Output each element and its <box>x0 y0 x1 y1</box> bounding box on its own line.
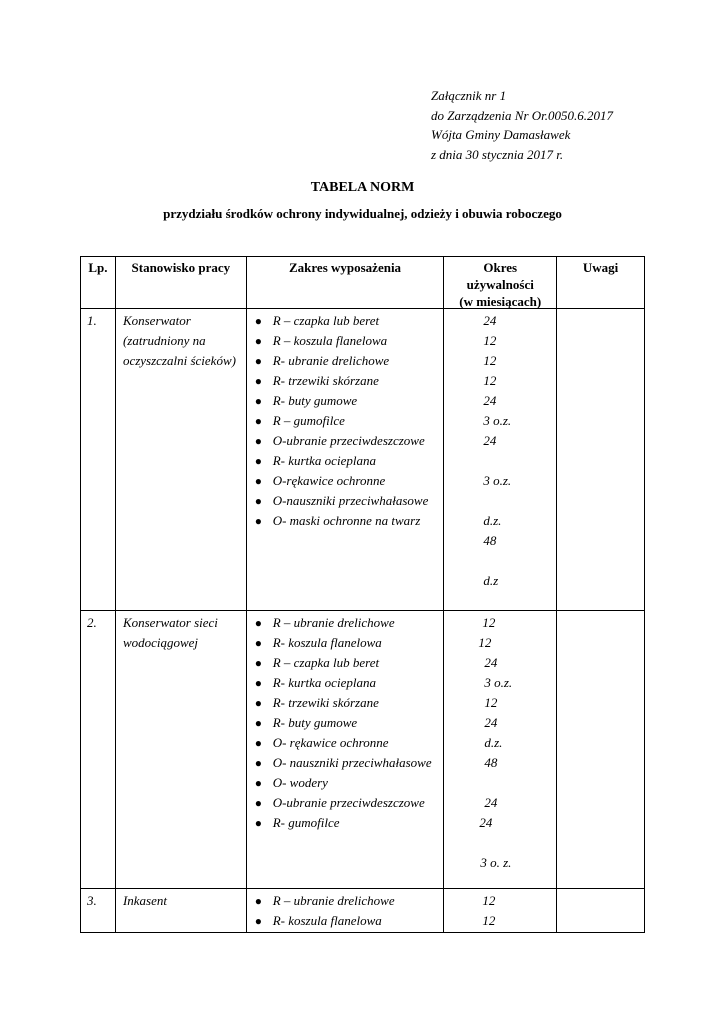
bullet-icon: ● <box>254 776 262 790</box>
equipment-item: ● R- buty gumowe <box>247 391 444 411</box>
period-value: 24 <box>484 715 498 730</box>
period-value: 48 <box>484 755 498 770</box>
period-value: 12 <box>482 893 496 908</box>
bullet-icon: ● <box>254 334 262 348</box>
document-subtitle: przydziału środków ochrony indywidualnej, odzieży i obuwia roboczego <box>163 206 562 221</box>
annex-header <box>431 86 613 164</box>
bullet-icon: ● <box>254 816 262 830</box>
equipment-item: ● R – gumofilce <box>247 411 444 431</box>
table-row <box>81 888 644 932</box>
equipment-item: ● O- wodery <box>247 773 444 793</box>
header-position: Stanowisko pracy <box>115 257 246 308</box>
norms-table <box>80 256 645 933</box>
equipment-item: ● R- koszula flanelowa <box>247 633 444 653</box>
header-period-line: Okres <box>483 260 518 275</box>
row-number: 2. <box>87 615 97 630</box>
equipment-item: ● R- kurtka ocieplana <box>247 673 444 693</box>
bullet-icon: ● <box>254 454 262 468</box>
bullet-icon: ● <box>254 494 262 508</box>
period-value: 48 <box>483 533 497 548</box>
bullet-icon: ● <box>254 394 262 408</box>
period-value: 12 <box>483 373 497 388</box>
equipment-item: ● R- ubranie drelichowe <box>247 351 444 371</box>
annex-line: Wójta Gminy Damasławek <box>431 127 571 142</box>
row-position: Konserwator (zatrudniony na oczyszczalni ścieków) <box>115 309 246 610</box>
equipment-item: ● O-rękawice ochronne <box>247 471 444 491</box>
equipment-item: ● O- rękawice ochronne <box>247 733 444 753</box>
bullet-icon: ● <box>254 314 262 328</box>
bullet-icon: ● <box>254 716 262 730</box>
bullet-icon: ● <box>254 374 262 388</box>
row-position: Inkasent <box>115 889 246 932</box>
bullet-icon: ● <box>254 736 262 750</box>
equipment-item: ● R- buty gumowe <box>247 713 444 733</box>
annex-line: z dnia 30 stycznia 2017 r. <box>431 146 564 162</box>
equipment-item: ● R- trzewiki skórzane <box>247 693 444 713</box>
header-period-line: (w miesiącach) <box>459 294 542 309</box>
annex-line: Załącznik nr 1 <box>431 88 507 103</box>
equipment-item: ● R- trzewiki skórzane <box>247 371 444 391</box>
period-value: 12 <box>482 615 496 630</box>
bullet-icon: ● <box>254 676 262 690</box>
header-period <box>443 257 556 308</box>
period-value: 24 <box>484 655 498 670</box>
equipment-item: ● R – czapka lub beret <box>247 311 444 331</box>
bullet-icon: ● <box>254 414 262 428</box>
equipment-item: ● O-nauszniki przeciwhałasowe <box>247 491 444 511</box>
bullet-icon: ● <box>254 796 262 810</box>
table-row <box>81 308 644 610</box>
period-value: d.z <box>483 573 499 588</box>
equipment-item: ● R- gumofilce <box>247 813 444 833</box>
header-notes: Uwagi <box>556 257 644 308</box>
document-title: TABELA NORM <box>310 180 415 195</box>
equipment-item: ● R- koszula flanelowa <box>247 911 444 931</box>
bullet-icon: ● <box>254 914 262 928</box>
bullet-icon: ● <box>254 656 262 670</box>
table-header-row <box>81 257 644 308</box>
equipment-item: ● R – koszula flanelowa <box>247 331 444 351</box>
bullet-icon: ● <box>254 756 262 770</box>
row-notes <box>556 309 644 610</box>
equipment-item: ● R – ubranie drelichowe <box>247 613 444 633</box>
period-value: 3 o. z. <box>480 855 512 870</box>
period-value: 24 <box>483 433 497 448</box>
period-value: 12 <box>483 353 497 368</box>
period-value: 24 <box>484 795 498 810</box>
period-value: 12 <box>478 635 492 650</box>
period-value: 3 o.z. <box>483 473 512 488</box>
period-value: 12 <box>484 695 498 710</box>
equipment-item: ● R – czapka lub beret <box>247 653 444 673</box>
row-equipment <box>246 889 444 932</box>
bullet-icon: ● <box>254 474 262 488</box>
period-value: 24 <box>479 815 493 830</box>
bullet-icon: ● <box>254 894 262 908</box>
header-period-line: używalności <box>466 277 534 292</box>
period-value: 3 o.z. <box>483 413 512 428</box>
period-value: d.z. <box>484 735 503 750</box>
period-value: 3 o.z. <box>484 675 513 690</box>
equipment-item: ● O- maski ochronne na twarz <box>247 511 444 531</box>
equipment-item: ● O- nauszniki przeciwhałasowe <box>247 753 444 773</box>
row-equipment <box>246 309 444 610</box>
equipment-item: ● R- kurtka ocieplana <box>247 451 444 471</box>
equipment-item: ● R – ubranie drelichowe <box>247 891 444 911</box>
bullet-icon: ● <box>254 514 262 528</box>
bullet-icon: ● <box>254 434 262 448</box>
period-value: 12 <box>482 913 496 928</box>
row-number: 3. <box>87 893 97 908</box>
equipment-item: ● O-ubranie przeciwdeszczowe <box>247 431 444 451</box>
period-value: 24 <box>483 393 497 408</box>
row-equipment <box>246 611 444 888</box>
equipment-item: ● O-ubranie przeciwdeszczowe <box>247 793 444 813</box>
row-notes <box>556 889 644 932</box>
row-number: 1. <box>87 313 97 328</box>
period-value: d.z. <box>483 513 502 528</box>
row-periods <box>443 889 556 932</box>
row-notes <box>556 611 644 888</box>
bullet-icon: ● <box>254 696 262 710</box>
table-row <box>81 610 644 888</box>
row-position: Konserwator sieci wodociągowej <box>115 611 246 888</box>
header-lp: Lp. <box>88 260 108 275</box>
bullet-icon: ● <box>254 636 262 650</box>
header-scope: Zakres wyposażenia <box>246 257 444 308</box>
bullet-icon: ● <box>254 354 262 368</box>
row-periods <box>443 309 556 610</box>
period-value: 12 <box>483 333 497 348</box>
annex-line: do Zarządzenia Nr Or.0050.6.2017 <box>431 107 614 123</box>
bullet-icon: ● <box>254 616 262 630</box>
period-value: 24 <box>483 313 497 328</box>
row-periods <box>443 611 556 888</box>
